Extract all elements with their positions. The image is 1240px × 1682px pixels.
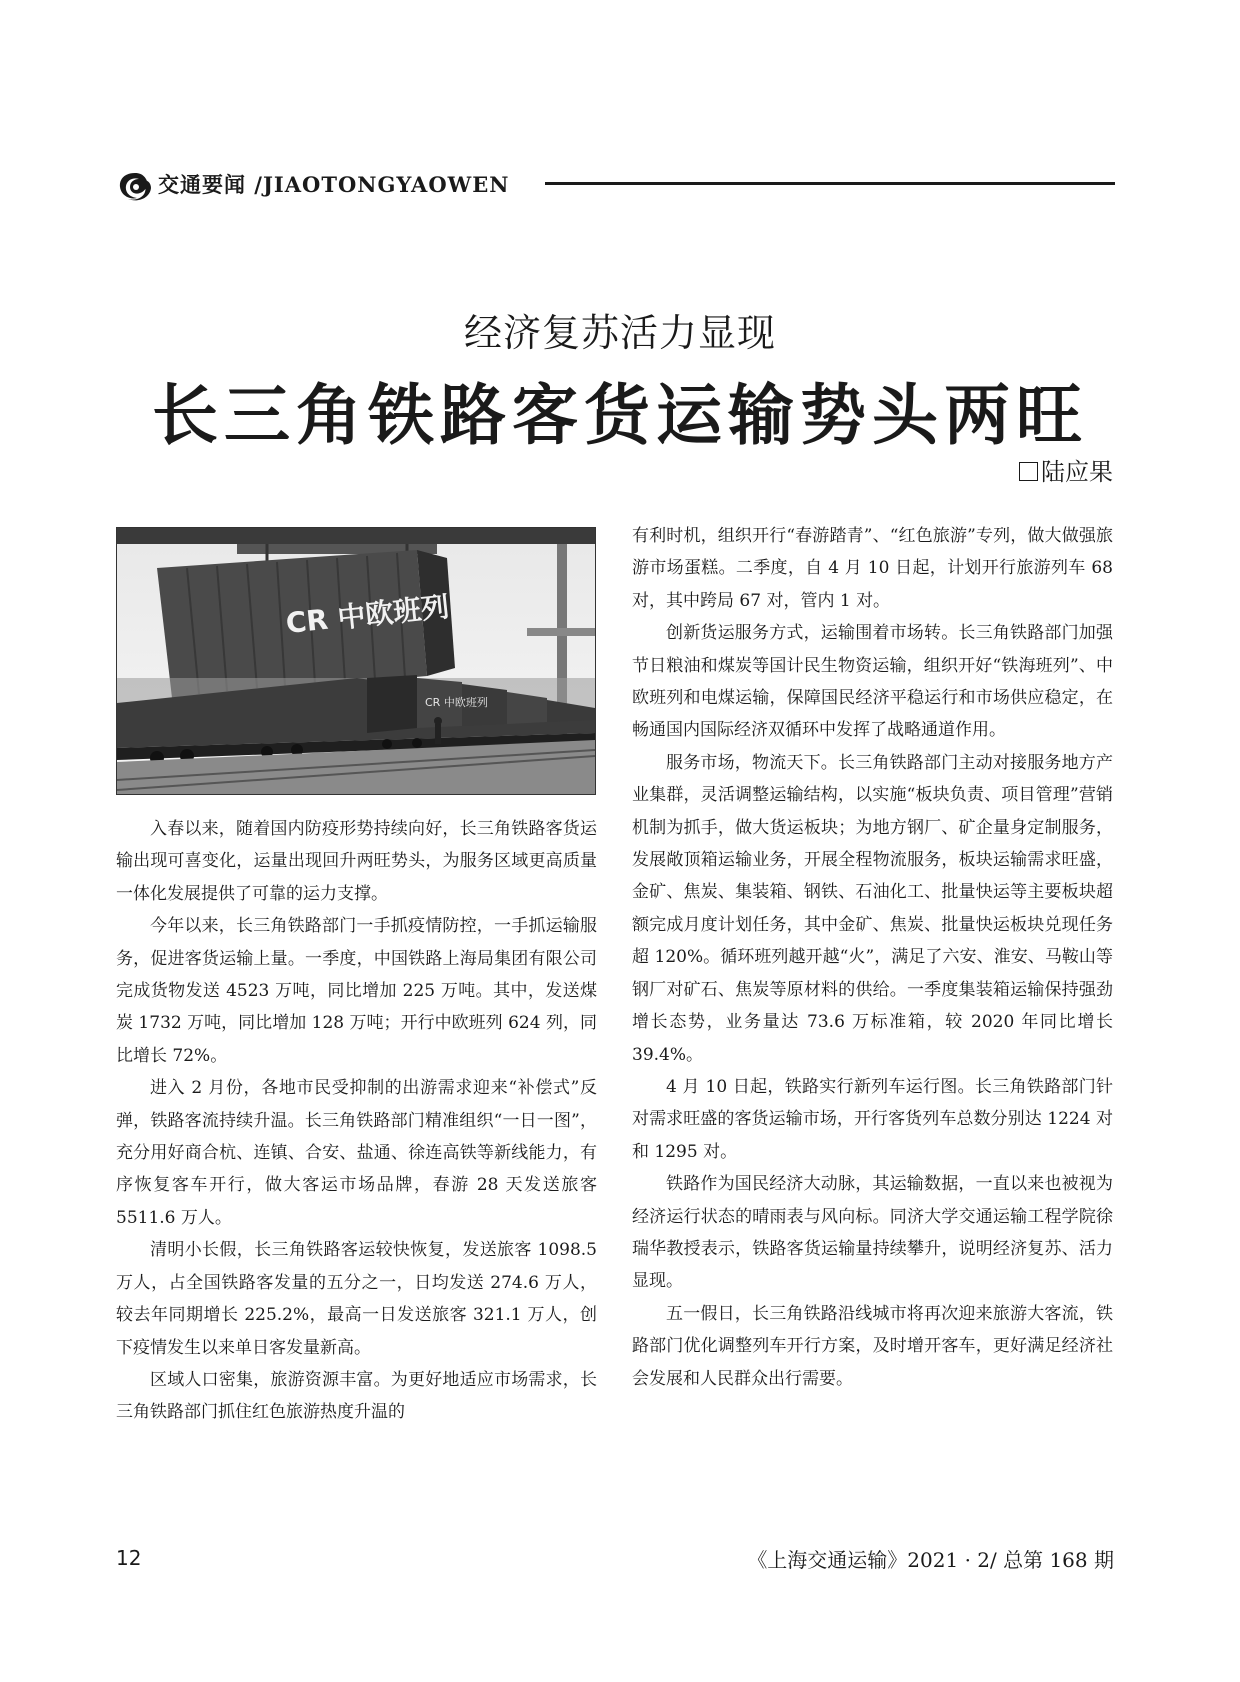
byline-box-icon (1019, 462, 1038, 481)
body-paragraph: 区域人口密集，旅游资源丰富。为更好地适应市场需求，长三角铁路部门抓住红色旅游热度升温的 (116, 1369, 597, 1423)
body-paragraph: 五一假日，长三角铁路沿线城市将再次迎来旅游大客流，铁路部门优化调整列车开行方案，及时增开客车，更好满足经济社会发展和人民群众出行需要。 (632, 1303, 1113, 1389)
body-paragraph: 入春以来，随着国内防疫形势持续向好，长三角铁路客货运输出现可喜变化，运量出现回升两旺势头，为服务区域更高质量一体化发展提供了可靠的运力支撑。 (116, 819, 597, 904)
body-paragraph-continued: 有利时机，组织开行“春游踏青”、“红色旅游”专列，做大做强旅游市场蛋糕。二季度，自 4 月 10 日起，计划开行旅游列车 68 对，其中跨局 67 对，管内 1 对。 (632, 526, 1113, 611)
body-paragraph: 清明小长假，长三角铁路客运较快恢复，发送旅客 1098.5 万人，占全国铁路客发量的五分之一，日均发送 274.6 万人，较去年同期增长 225.2%，最高一日发送旅客 321.1 万人，创下疫情发生以来单日客发量新高。 (116, 1240, 597, 1358)
body-paragraph: 铁路作为国民经济大动脉，其运输数据，一直以来也被视为经济运行状态的晴雨表与风向标。同济大学交通运输工程学院徐瑞华教授表示，铁路客货运输量持续攀升，说明经济复苏、活力显现。 (632, 1174, 1113, 1292)
author-byline (1019, 452, 1113, 487)
svg-text:CR 中欧班列: CR 中欧班列 (425, 696, 488, 709)
article-subtitle: 经济复苏活力显现 (463, 311, 776, 355)
article-body-right-column (632, 520, 1113, 1395)
body-paragraph: 创新货运服务方式，运输围着市场转。长三角铁路部门加强节日粮油和煤炭等国计民生物资运输，组织开好“铁海班列”、中欧班列和电煤运输，保障国民经济平稳运行和市场供应稳定，在畅通国内国际经济双循环中发挥了战略通道作用。 (632, 623, 1113, 741)
page-number: 12 (116, 1546, 142, 1570)
author-name: 陆应果 (1041, 458, 1113, 486)
body-paragraph: 4 月 10 日起，铁路实行新列车运行图。长三角铁路部门针对需求旺盛的客货运输市场，开行客货列车总数分别达 1224 对和 1295 对。 (632, 1076, 1113, 1162)
article-title: 长三角铁路客货运输势头两旺 (152, 376, 1088, 454)
body-paragraph: 服务市场，物流天下。长三角铁路部门主动对接服务地方产业集群，灵活调整运输结构，以实施“板块负责、项目管理”营销机制为抓手，做大货运板块；为地方钢厂、矿企量身定制服务，发展敞顶箱运输业务，开展全程物流服务，板块运输需求旺盛，金矿、焦炭、集装箱、钢铁、石油化工、批量快运等主要板块超额完成月度计划任务，其中金矿、焦炭、批量快运板块兑现任务超 120%。循环班列越开越“火”，满足了六安、淮安、马鞍山等钢厂对矿石、焦炭等原材料的供给。一季度集装箱运输保持强劲增长态势，业务量达 73.6 万标准箱，较 2020 年同比增长 39.4%。 (632, 752, 1113, 1065)
body-paragraph: 今年以来，长三角铁路部门一手抓疫情防控，一手抓运输服务，促进客货运输上量。一季度，中国铁路上海局集团有限公司完成货物发送 4523 万吨，同比增加 225 万吨。其中，发送煤炭 1732 万吨，同比增加 128 万吨；开行中欧班列 624 列，同比增长 72%。 (116, 916, 597, 1066)
freight-train-photo (116, 527, 596, 795)
section-header: 交通要闻 /JIAOTONGYAOWEN (158, 172, 510, 197)
journal-logo-icon (116, 170, 154, 204)
header-rule (545, 182, 1115, 185)
journal-issue-info: 《上海交通运输》2021 · 2/ 总第 168 期 (747, 1548, 1114, 1572)
body-paragraph: 进入 2 月份，各地市民受抑制的出游需求迎来“补偿式”反弹，铁路客流持续升温。长三角铁路部门精准组织“一日一图”，充分用好商合杭、连镇、合安、盐通、徐连高铁等新线能力，有序恢复客车开行，做大客运市场品牌，春游 28 天发送旅客 5511.6 万人。 (116, 1078, 597, 1228)
svg-text:CR 中欧班列: CR 中欧班列 (284, 590, 451, 640)
article-body-left-column (116, 813, 597, 1429)
